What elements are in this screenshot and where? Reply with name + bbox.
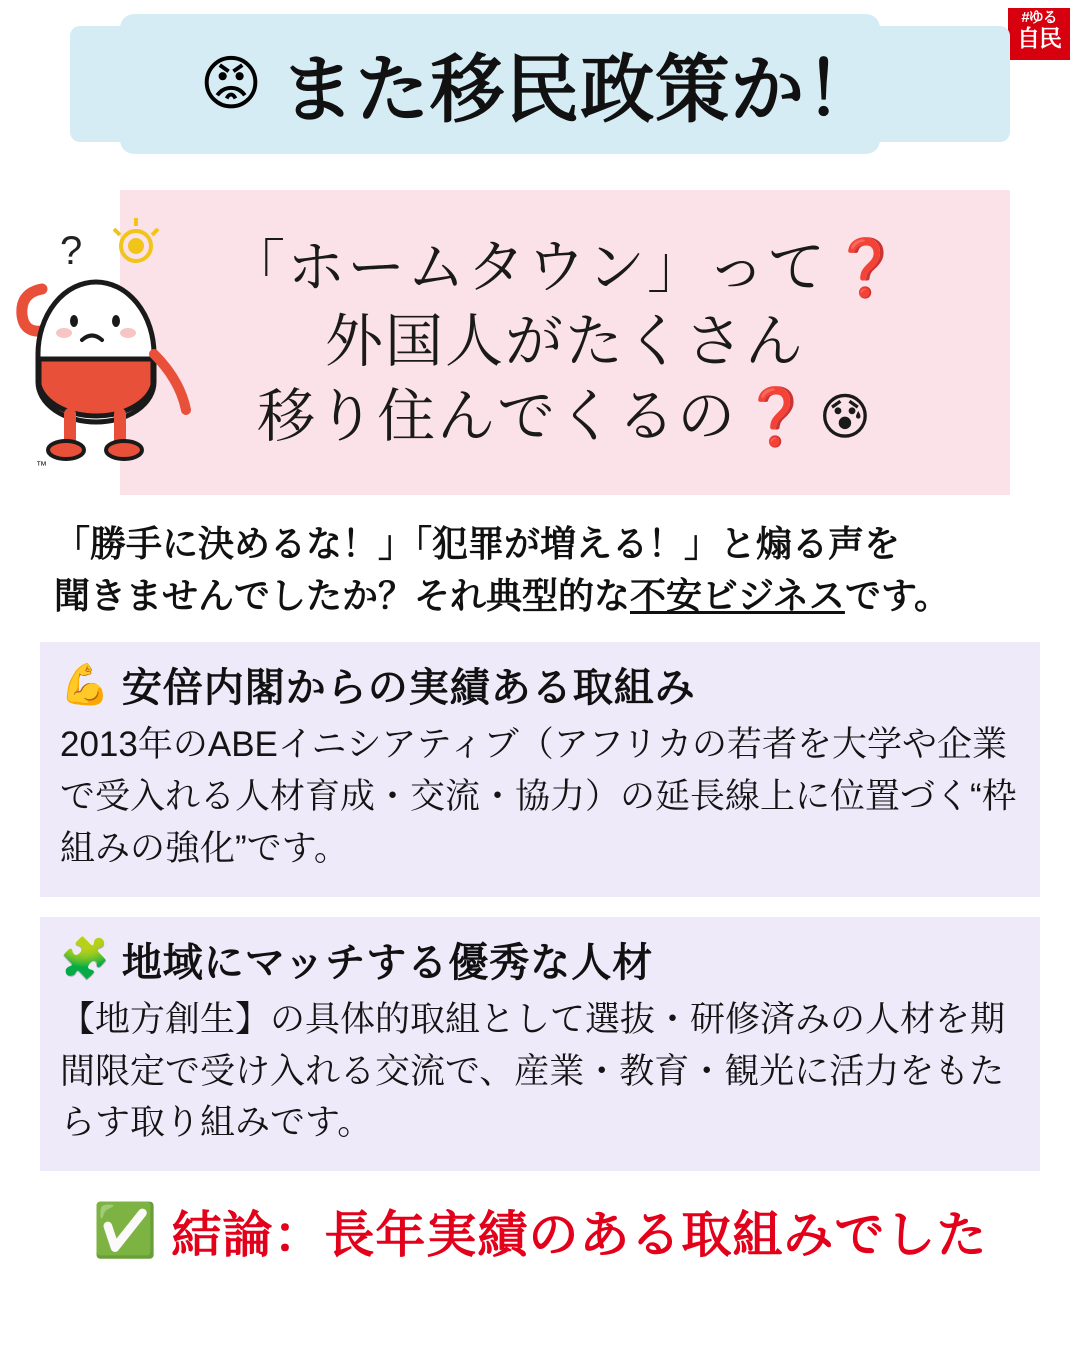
lead-underlined-term: 不安ビジネス (630, 575, 845, 617)
page-title: また移民政策か！ (280, 48, 881, 131)
red-question-mark-icon-2: ❓ (741, 384, 813, 448)
question-line-1-text: 「ホームタウン」って (227, 235, 828, 301)
question-line-1 (227, 231, 903, 305)
flexed-biceps-emoji: 💪 (60, 662, 110, 707)
question-line-3-text: 移り住んでくるの (257, 383, 738, 449)
puzzle-piece-emoji: 🧩 (60, 937, 110, 982)
section-card-1 (40, 642, 1040, 896)
section-2-title: 地域にマッチする優秀な人材 (121, 940, 654, 985)
check-mark-button-emoji: ✅ (92, 1202, 158, 1261)
angry-face-emoji: 😡 (199, 50, 263, 117)
section-card-2 (40, 917, 1040, 1171)
question-line-3 (257, 380, 873, 454)
question-line-2 (325, 305, 805, 379)
logo-line-2: 自民 (1017, 24, 1061, 51)
section-2-header (60, 931, 1020, 988)
lead-part-3: です。 (844, 575, 951, 617)
section-2-body: 【地方創生】の具体的取組として選抜・研修済みの人材を期間限定で受け入れる交流で、産業・教育・観光に活力をもたらす取り組みです。 (60, 999, 1006, 1143)
header-banner (0, 0, 1080, 168)
mascot-character (8, 204, 208, 484)
question-section (0, 190, 1080, 500)
section-1-header (60, 656, 1020, 713)
section-1-body: 2013年のABEイニシアティブ（アフリカの若者を大学や企業で受入れる人材育成・交流・協力）の延長線上に位置づく“枠組みの強化”です。 (60, 725, 1017, 868)
question-line-2-text: 外国人がたくさん (324, 309, 805, 375)
anxious-face-with-sweat-emoji: 😰 (818, 388, 873, 445)
question-panel (120, 190, 1010, 495)
conclusion-line (0, 1195, 1080, 1267)
section-1-title: 安倍内閣からの実績ある取組み (121, 666, 696, 711)
lead-part-2: 聞きませんでしたか？それ典型的な (54, 575, 631, 617)
red-question-mark-icon: ❓ (831, 236, 903, 300)
mascot-illustration (8, 204, 208, 484)
lead-part-1: 「勝手に決めるな！」「犯罪が増える！」と煽る声を (54, 523, 901, 564)
logo-line-1: #ゆる (1021, 9, 1057, 26)
trademark-mark: ™ (36, 460, 47, 472)
conclusion-text: 結論：長年実績のある取組みでした (171, 1207, 988, 1264)
svg-text:?: ? (60, 229, 83, 273)
lead-paragraph (54, 518, 1026, 622)
